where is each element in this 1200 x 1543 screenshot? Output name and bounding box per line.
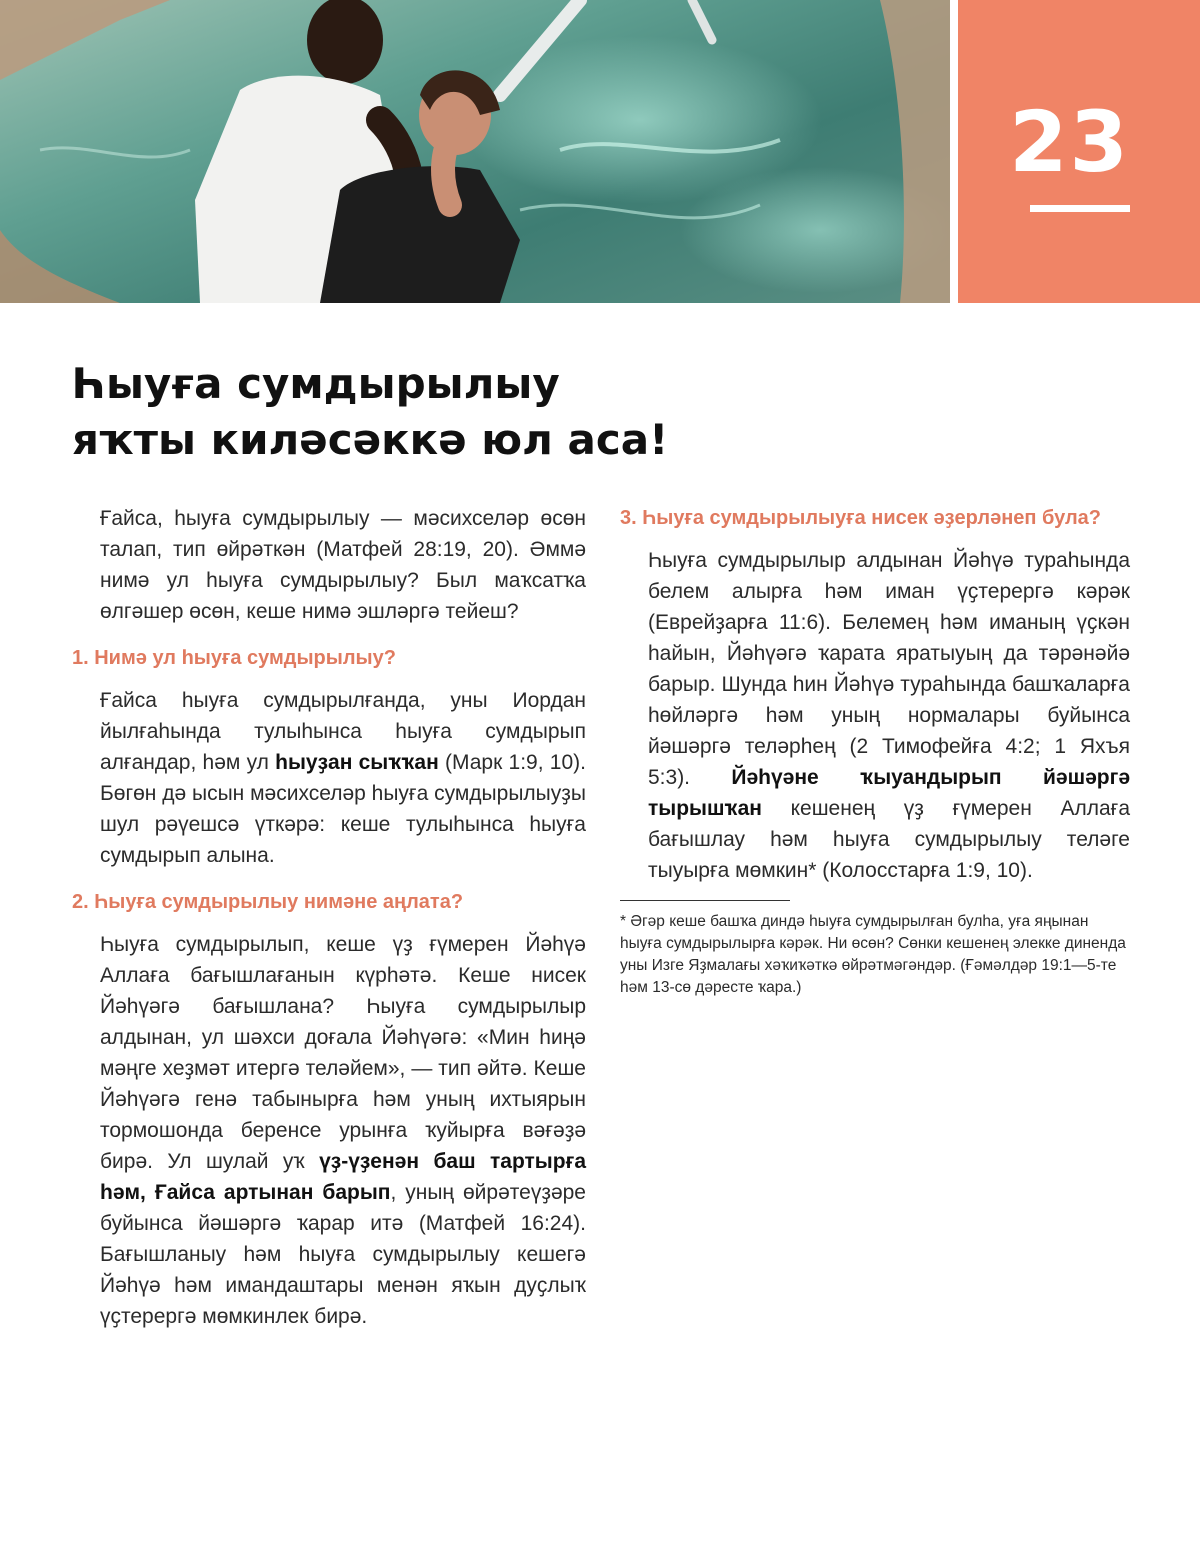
title-line-1: Һыуға сумдырылыу [72,359,560,408]
footnote: * Әгәр кеше башҡа диндә һыуға сумдырылған булһа, уға яңынан һыуға сумдырылырға кәрәк. Ни өсөн? Сөнки кешенең элекке диненда уны Изге Яҙмалағы хәҡиҡәткә өйрәтмәгәндәр. (Ғәмәлдәр 19:1—5-те һәм 13-сө дәресте ҡара.) [620,913,1126,996]
q1-bold-text: һыуҙан сыҡҡан [275,751,439,774]
q2-bold-text: үҙ-үҙенән баш тартырға һәм, Ғайса артынан барып [100,1150,586,1204]
question-2-paragraph [72,929,586,1332]
baptism-illustration [0,0,950,303]
q3-text-b: кешенең үҙ ғүмерен Аллаға бағышлау һәм һыуға сумдырылыу теләге тыуырға мөмкин* (Колосстарға 1:9, 10). [648,797,1130,882]
left-column [72,503,586,1332]
right-column [620,503,1130,999]
intro-paragraph: Ғайса, һыуға сумдырылыу — мәсихселәр өсөн талап, тип өйрәткән (Матфей 28:19, 20). Әммә нимә ул һыуға сумдырылыу? Был маҡсатҡа өлгәшер өсөн, кеше нимә эшләргә тейеш? [100,507,586,623]
question-1-paragraph [72,685,586,871]
footnote-divider [620,900,790,901]
lesson-number-underline [1030,205,1130,212]
header-photo-baptism [0,0,950,303]
q3-text-a: Һыуға сумдырылыр алдынан Йәһүә тураһында белем алырға һәм иман үҫтерергә кәрәк (Еврейҙарға 11:6). Белемең һәм иманың үҫкән һайын, Йәһүәгә ҡарата яратыуың да тәрәнәйә барыр. Шунда һин Йәһүә тураһында башҡаларға һөйләргә һәм уның нормалары буйынса йәшәргә теләрһең (2 Тимофейға 4:2; 1 Яхъя 5:3). [648,549,1130,789]
title-line-2: яҡты киләсәккә юл аса! [72,415,669,464]
q1-text-a: Ғайса һыуға сумдырылғанда, уны Иордан йылғаһында тулыһынса һыуға сумдырып алғандар, һәм ул [100,689,586,774]
question-2-heading: 2. Һыуға сумдырылыу нимәне аңлата? [72,891,464,913]
question-3-heading: 3. Һыуға сумдырылыуға нисек әҙерләнеп була? [620,507,1102,529]
lesson-number: 23 [1009,93,1130,191]
q3-bold-text: Йәһүәне ҡыуандырып йәшәргә тырышҡан [648,766,1130,820]
q2-text-b: , уның өйрәтеүҙәре буйынса йәшәргә ҡарар итә (Матфей 16:24). Бағышланыу һәм һыуға сумдырылыу кешегә Йәһүә һәм имандаштары менән яҡын дуҫлыҡ үҫтерергә мөмкинлек бирә. [100,1181,586,1328]
lesson-number-box [958,0,1200,303]
q1-text-b: (Марк 1:9, 10). Бөгөн дә ысын мәсихселәр һыуға сумдырылыуҙы шул рәүешсә үткәрә: кеше тулыһынса һыуға сумдырып алына. [100,751,586,867]
lesson-title [72,356,932,468]
question-1-heading: 1. Нимә ул һыуға сумдырылыу? [72,647,396,669]
question-3-paragraph [620,545,1130,886]
q2-text-a: Һыуға сумдырылып, кеше үҙ ғүмерен Йәһүә Аллаға бағышлағанын күрһәтә. Кеше нисек Йәһүәгә бағышлана? Һыуға сумдырылыр алдынан, ул шәхси доғала Йәһүәгә: «Мин һиңә мәңге хеҙмәт итергә теләйем», — тип әйтә. Кеше Йәһүәгә генә табынырға һәм уның ихтыярын тормошонда беренсе урынға ҡуйырға вәғәҙә бирә. Ул шулай уҡ [100,933,586,1173]
